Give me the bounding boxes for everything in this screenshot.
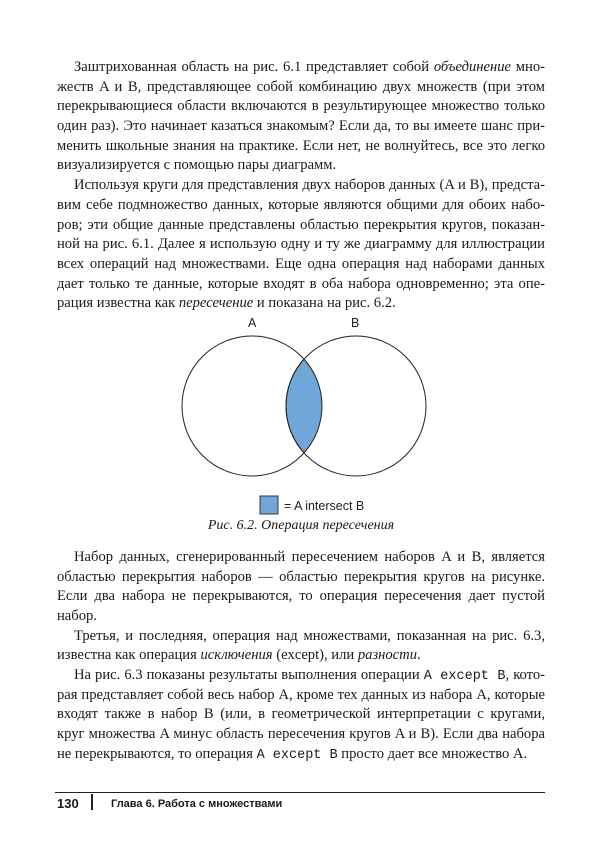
text-run: один раз). Это начинает казаться знакомым? Если да, то вы имеете шанс при- <box>57 118 545 135</box>
text-run: менить школьные знания на практике. Если нет, не волнуйтесь, все это легко <box>57 137 545 154</box>
text-run: и показана на рис. 6.2. <box>253 295 396 312</box>
text-line <box>57 255 545 275</box>
legend-text: = A intersect B <box>284 498 365 513</box>
text-line <box>57 196 545 216</box>
text-line <box>57 568 545 588</box>
legend-swatch <box>260 496 278 514</box>
text-run: Используя круги для представления двух наборов данных (A и B), предста- <box>74 177 545 194</box>
figure-caption: Рис. 6.2. Операция пересечения <box>207 517 395 533</box>
text-run: перекрывающиеся области включаются в результирующее множество только <box>57 98 545 115</box>
text-line <box>57 627 545 647</box>
text-line <box>57 686 545 706</box>
text-line <box>57 176 545 196</box>
text-line <box>57 117 545 137</box>
footer-separator <box>91 794 93 810</box>
text-line <box>57 548 545 568</box>
text-run: . <box>417 647 421 664</box>
text-line <box>57 235 545 255</box>
text-line <box>57 216 545 236</box>
text-line <box>57 97 545 117</box>
intersection-region <box>286 336 426 476</box>
code-term: A except B <box>423 669 506 685</box>
text-line <box>57 294 545 314</box>
paragraph <box>57 176 545 314</box>
text-run: На рис. 6.3 показаны результаты выполнения операции <box>74 667 424 684</box>
italic-term: разности <box>357 647 417 664</box>
text-run: , кото- <box>505 667 546 684</box>
text-run: вим себе подмножество данных, которые являются общими для обоих набо- <box>57 196 545 213</box>
italic-term: объединение <box>433 59 511 75</box>
text-run: мно- <box>511 59 545 75</box>
footer-divider <box>55 792 545 793</box>
text-run: входят также в набор B (или, в геометрической интерпретации с кругами, <box>57 706 545 723</box>
text-line <box>57 137 545 157</box>
chapter-title: Глава 6. Работа с множествами <box>111 798 283 810</box>
text-run: набор. <box>57 608 97 624</box>
italic-term: исключения <box>200 647 273 664</box>
text-run: Заштрихованная область на рис. 6.1 представляет собой <box>74 59 434 75</box>
text-line <box>57 78 545 98</box>
paragraph <box>57 666 545 764</box>
paragraph <box>57 627 545 666</box>
text-before-figure <box>57 58 545 314</box>
paragraph <box>57 58 545 176</box>
code-term: A except B <box>256 747 338 763</box>
text-run: дает только те данные, которые входят в оба набора одновременно; эта опе- <box>57 275 545 292</box>
text-run: известна как операция <box>57 647 201 664</box>
text-line <box>57 745 545 765</box>
text-run: всех операций над множествами. Еще одна операция над наборами данных <box>57 255 545 272</box>
text-run: Третья, и последняя, операция над множествами, показанная на рис. 6.3, <box>74 627 545 644</box>
page-body <box>57 58 545 765</box>
text-run: (except), или <box>272 647 358 664</box>
text-line <box>57 725 545 745</box>
text-line <box>57 646 545 666</box>
text-run: жеств A и B, представляющее собой комбинацию двух множеств (при этом <box>57 78 545 95</box>
text-after-figure <box>57 548 545 765</box>
text-run: ров; эти общие данные представлены областью перекрытия кругов, показан- <box>57 216 545 233</box>
text-line <box>57 607 545 627</box>
page-number: 130 <box>57 796 79 811</box>
text-run: рация известна как <box>57 295 179 312</box>
text-run: Если два набора не перекрываются, то операция пересечения дает пустой <box>57 588 545 605</box>
text-line <box>57 666 545 686</box>
text-line <box>57 587 545 607</box>
text-run: не перекрываются, то операция <box>57 745 257 762</box>
label-b: B <box>351 315 360 330</box>
text-run: Набор данных, сгенерированный пересечением наборов A и B, является <box>74 548 545 565</box>
text-run: ной на рис. 6.1. Далее я использую одну и ту же диаграмму для иллюстрации <box>57 236 545 253</box>
figure-6-2 <box>57 314 545 548</box>
text-run: просто дает все множество A. <box>337 745 528 762</box>
label-a: A <box>248 315 257 330</box>
text-line <box>57 58 545 78</box>
text-line <box>57 156 545 176</box>
text-run: областью перекрытия наборов — областью перекрытия кругов на рисунке. <box>57 568 545 585</box>
italic-term: пересечение <box>178 295 254 312</box>
paragraph <box>57 548 545 627</box>
text-line <box>57 705 545 725</box>
text-run: рая представляет собой весь набор A, кроме тех данных из набора A, которые <box>57 686 545 703</box>
text-run: круг множества A минус область пересечения кругов A и B). Если два набора <box>57 726 545 743</box>
text-line <box>57 275 545 295</box>
text-run: визуализируется с помощью пары диаграмм. <box>57 157 337 174</box>
